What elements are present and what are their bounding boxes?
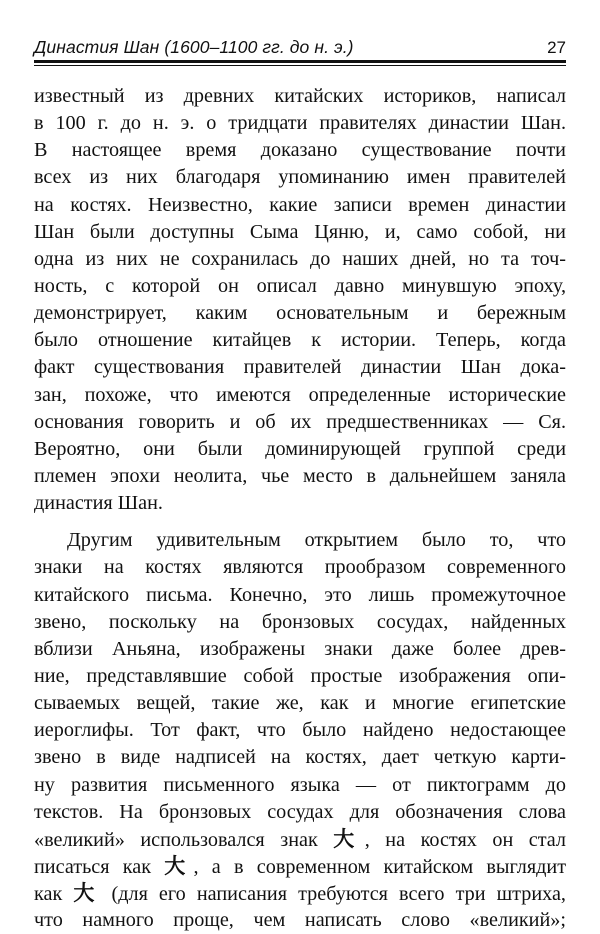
text-line: в 100 г. до н. э. о тридцати правителях династии Шан. (34, 112, 566, 135)
text-line: В настоящее время доказано существование почти (34, 139, 566, 162)
body-text (34, 83, 566, 934)
text-line-with-glyph (34, 880, 566, 907)
bronze-character-glyph: 大 (333, 826, 365, 851)
text-line: Вероятно, они были доминирующей группой среди (34, 437, 566, 460)
text-line: сываемых вещей, такие же, как и многие египетские (34, 692, 566, 715)
running-header (34, 28, 566, 58)
text-line: иероглифы. Тот факт, что было найдено недостающее (34, 719, 566, 742)
text-line: основания говорить и об их предшественниках — Ся. (34, 410, 566, 433)
text-line: ну развития письменного языка — от пиктограмм до (34, 773, 566, 796)
text-line: знаки на костях являются прообразом современного (34, 556, 566, 579)
text-line: факт существования правителей династии Шан дока- (34, 356, 566, 379)
text-line: текстов. На бронзовых сосудах для обозначения слова (34, 800, 566, 823)
text-line: ние, представлявшие собой простые изображения опи- (34, 664, 566, 687)
text-segment: «великий» использовался знак (34, 828, 334, 851)
text-line: было отношение китайцев к истории. Теперь, когда (34, 329, 566, 352)
text-line: звено в виде надписей на костях, дает четкую карти- (34, 746, 566, 769)
paragraph-gap (34, 517, 566, 527)
text-line: одна из них не сохранилась до наших дней, но та точ- (34, 247, 566, 270)
text-line-with-glyph (34, 826, 566, 853)
text-segment: , на костях он стал (364, 828, 567, 851)
modern-character-glyph: 大 (73, 881, 101, 906)
text-line: вблизи Аньяна, изображены знаки даже более древ- (34, 637, 566, 660)
header-rule-thin (34, 65, 566, 66)
text-line: известный из древних китайских историков, написал (34, 85, 566, 107)
text-line: на костях. Неизвестно, какие записи времен династии (34, 193, 566, 216)
text-line: демонстрирует, каким основательным и бережным (34, 302, 566, 325)
text-line: зан, похоже, что имеются определенные исторические (34, 383, 566, 406)
bone-character-glyph: 大 (164, 853, 194, 878)
text-line: Другим удивительным открытием было то, что (67, 529, 566, 552)
text-segment: писаться как (34, 855, 165, 878)
page-number: 27 (547, 38, 566, 57)
text-line: всех из них благодаря упоминанию имен правителей (34, 166, 566, 189)
chapter-title: Династия Шан (1600–1100 гг. до н. э.) (34, 37, 354, 57)
text-segment: как (34, 883, 74, 906)
text-line: племен эпохи неолита, чье место в дальнейшем заняла (34, 464, 566, 487)
text-line-with-glyph (34, 853, 566, 880)
text-segment: , а в современном китайском выглядит (193, 855, 567, 878)
paragraph-2 (34, 527, 566, 934)
text-line: Шан были доступны Сыма Цяню, и, само собой, ни (34, 220, 566, 243)
text-segment: (для его написания требуются всего три штриха, (100, 883, 566, 906)
text-line: династия Шан. (34, 492, 163, 515)
header-rule-thick (34, 60, 566, 63)
text-line: что намного проще, чем написать слово «великий»; (34, 909, 566, 932)
paragraph-1 (34, 83, 566, 517)
text-line: ность, с которой он описал давно минувшую эпоху, (34, 274, 566, 297)
text-line: звено, поскольку на бронзовых сосудах, найденных (34, 610, 566, 633)
text-line: китайского письма. Конечно, это лишь промежуточное (34, 583, 566, 606)
